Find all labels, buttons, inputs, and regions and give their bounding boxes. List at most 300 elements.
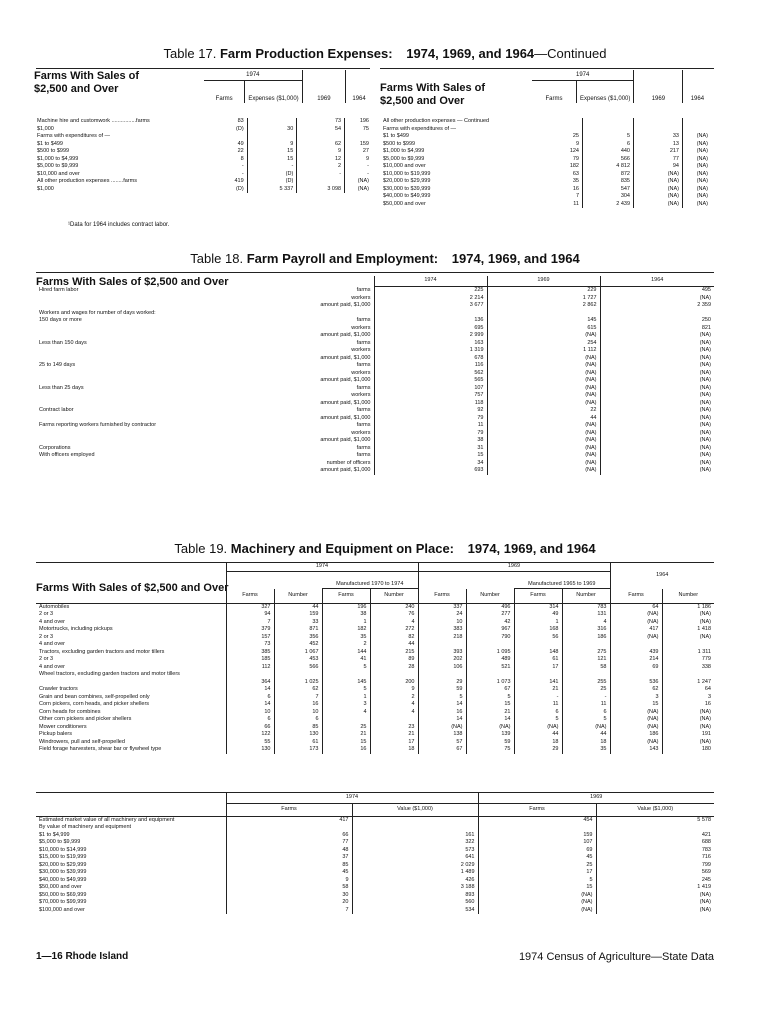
row-value: (NA) xyxy=(600,407,714,415)
row-value: (NA) xyxy=(610,634,662,642)
row-value: 5 xyxy=(562,716,610,724)
row-value: 11 xyxy=(562,701,610,709)
row-value: 338 xyxy=(662,664,714,672)
row-label: Farms with expenditures of — xyxy=(37,133,111,139)
row-value xyxy=(487,310,600,318)
table-row xyxy=(36,869,714,877)
row-value: 3 098 xyxy=(297,186,345,194)
row-value: 240 xyxy=(370,603,418,611)
row-value xyxy=(374,310,487,318)
table-17-left-colheads: 1974 Farms Expenses ($1,000) 1969 1964 xyxy=(204,70,372,103)
row-value: (NA) xyxy=(610,716,662,724)
row-value: (NA) xyxy=(600,400,714,408)
row-value: 79 xyxy=(572,155,579,162)
row-label: $10,000 to $14,999 xyxy=(39,846,87,853)
row-value: 217 xyxy=(634,148,683,156)
row-value: 16 xyxy=(418,709,466,717)
row-value: 33 xyxy=(274,619,322,627)
row-value: 10 xyxy=(418,619,466,627)
row-value: 2 xyxy=(370,694,418,702)
row-value: 83 xyxy=(237,118,244,124)
table-row xyxy=(34,163,372,171)
row-value: 15 xyxy=(610,701,662,709)
row-value: 1 025 xyxy=(274,679,322,687)
row-value: 63 xyxy=(572,170,579,177)
row-value: 790 xyxy=(466,634,514,642)
row-value xyxy=(352,824,478,832)
table-row xyxy=(36,370,714,378)
row-value: 131 xyxy=(562,611,610,619)
row-value: 56 xyxy=(514,634,562,642)
row-value: 49 xyxy=(514,611,562,619)
row-label: $1,000 xyxy=(37,125,54,132)
row-value: 200 xyxy=(370,679,418,687)
row-label: Field forage harvesters, shear bar or flywheel type xyxy=(39,746,162,752)
row-value: (NA) xyxy=(600,347,714,355)
row-value: 44 xyxy=(370,641,418,649)
row-label: Automobiles xyxy=(39,603,70,610)
row-value: 37 xyxy=(226,854,352,862)
table-18-stubhead: Farms With Sales of $2,500 and Over xyxy=(36,276,229,288)
table-row xyxy=(34,186,372,194)
row-value: (NA) xyxy=(487,385,600,393)
row-value: 159 xyxy=(274,611,322,619)
table-row xyxy=(380,141,711,149)
table-row xyxy=(36,422,714,430)
row-value: 73 xyxy=(297,118,345,126)
row-value: 143 xyxy=(610,746,662,754)
row-value: (NA) xyxy=(487,452,600,460)
row-unit: farms xyxy=(356,384,371,391)
table-17-right xyxy=(380,70,716,207)
row-value: 157 xyxy=(226,634,274,642)
row-value: 42 xyxy=(466,619,514,627)
row-value: 116 xyxy=(374,362,487,370)
table-row xyxy=(34,133,372,141)
footer-page-number: 1—16 Rhode Island xyxy=(36,951,129,962)
row-value: (NA) xyxy=(600,415,714,423)
row-value: 821 xyxy=(600,325,714,333)
row-value: (NA) xyxy=(487,362,600,370)
row-label: 4 and over xyxy=(39,663,65,670)
row-value: 185 xyxy=(226,656,274,664)
table-row xyxy=(36,899,714,907)
row-value: 440 xyxy=(583,148,634,156)
table-row xyxy=(380,193,711,201)
row-value: 1 095 xyxy=(466,649,514,657)
row-value: (NA) xyxy=(610,611,662,619)
row-label: $1 to $499 xyxy=(383,133,409,139)
table-17-left-stubhead: Farms With Sales of $2,500 and Over xyxy=(34,70,140,95)
row-value xyxy=(274,671,322,679)
row-value: - xyxy=(345,163,372,171)
table-row xyxy=(36,340,714,348)
table-row xyxy=(36,415,714,423)
row-value: (NA) xyxy=(683,171,712,179)
row-unit: workers xyxy=(351,324,371,331)
row-value xyxy=(634,126,683,134)
row-value: 327 xyxy=(226,603,274,611)
row-value: 615 xyxy=(487,325,600,333)
table-row xyxy=(36,731,714,739)
row-value: 385 xyxy=(226,649,274,657)
row-label: Corn pickers, corn heads, and picker shellers xyxy=(39,701,150,707)
row-value: 6 xyxy=(226,716,274,724)
row-value: 277 xyxy=(466,611,514,619)
row-value: 316 xyxy=(562,626,610,634)
row-label xyxy=(36,302,226,310)
row-value: 3 xyxy=(610,694,662,702)
row-value: 254 xyxy=(487,340,600,348)
row-value xyxy=(247,118,297,126)
column-header: Farms xyxy=(514,589,562,604)
row-value: (NA) xyxy=(600,385,714,393)
row-value: 27 xyxy=(345,148,372,156)
row-value: (NA) xyxy=(600,392,714,400)
row-label: $10,000 and over xyxy=(37,170,80,177)
row-value: 139 xyxy=(466,731,514,739)
row-value: 16 xyxy=(322,746,370,754)
row-value: 245 xyxy=(596,877,714,885)
row-value: 45 xyxy=(478,854,596,862)
table-17-right-colheads: 1974 Farms Expenses ($1,000) 1969 1964 xyxy=(532,70,711,103)
table-row xyxy=(36,671,714,679)
row-value: (NA) xyxy=(487,445,600,453)
table-row xyxy=(36,310,714,318)
row-value: (NA) xyxy=(487,400,600,408)
row-value: (NA) xyxy=(683,163,712,171)
row-value: (NA) xyxy=(487,377,600,385)
row-value: 118 xyxy=(374,400,487,408)
row-value: 6 xyxy=(514,709,562,717)
row-value: 5 xyxy=(583,133,634,141)
row-value: 495 xyxy=(600,287,714,295)
row-value: 6 xyxy=(562,709,610,717)
row-label: $40,000 to $49,999 xyxy=(383,193,431,199)
row-value: 182 xyxy=(569,163,579,169)
row-value xyxy=(322,716,370,724)
row-value: 38 xyxy=(374,437,487,445)
table-row xyxy=(34,126,372,134)
row-value: - xyxy=(562,694,610,702)
row-value: 2 359 xyxy=(600,302,714,310)
row-label: All other production expenses — Continued xyxy=(383,118,490,124)
row-value: 112 xyxy=(226,664,274,672)
table-row xyxy=(36,854,714,862)
row-value: (NA) xyxy=(600,332,714,340)
row-value xyxy=(297,133,345,141)
table-row xyxy=(36,877,714,885)
row-value: 1 xyxy=(322,619,370,627)
row-value: 6 xyxy=(274,716,322,724)
row-value: 1 112 xyxy=(487,347,600,355)
row-value: 1 xyxy=(322,694,370,702)
row-value: (NA) xyxy=(683,178,712,186)
row-value: 16 xyxy=(662,701,714,709)
row-value xyxy=(538,126,583,134)
row-value xyxy=(204,133,247,141)
row-value: 967 xyxy=(466,626,514,634)
row-label: 150 days or more xyxy=(39,317,82,323)
row-label: $1,000 xyxy=(37,185,54,192)
row-value: (NA) xyxy=(662,716,714,724)
row-value: 196 xyxy=(322,603,370,611)
table-18-title: Table 18. Farm Payroll and Employment: 1974, 1969, and 1964 xyxy=(190,251,580,266)
column-header: Number xyxy=(274,589,322,604)
row-value xyxy=(562,641,610,649)
row-value: (NA) xyxy=(600,295,714,303)
row-value: 872 xyxy=(583,171,634,179)
row-value: (NA) xyxy=(662,709,714,717)
row-value: 180 xyxy=(662,746,714,754)
row-label: $30,000 to $39,999 xyxy=(39,869,87,875)
table-row xyxy=(36,862,714,870)
row-label: $500 to $999 xyxy=(37,148,70,154)
row-value: 202 xyxy=(418,656,466,664)
row-value: 61 xyxy=(514,656,562,664)
row-value: 75 xyxy=(345,126,372,134)
row-unit: amount paid, $1,000 xyxy=(320,332,371,338)
table-row xyxy=(36,686,714,694)
row-value: (NA) xyxy=(634,186,683,194)
row-value: 383 xyxy=(418,626,466,634)
table-row xyxy=(36,611,714,619)
row-value xyxy=(634,118,683,126)
table-row xyxy=(36,641,714,649)
row-label: Less than 25 days xyxy=(39,384,84,391)
row-value: 779 xyxy=(662,656,714,664)
table-row xyxy=(380,201,711,209)
table-row xyxy=(36,437,714,445)
row-value: (NA) xyxy=(562,724,610,732)
row-value: 566 xyxy=(274,664,322,672)
row-value: 3 188 xyxy=(352,884,478,892)
row-value: 44 xyxy=(562,731,610,739)
row-label: Less than 150 days xyxy=(39,339,87,346)
row-value: 122 xyxy=(226,731,274,739)
table-row xyxy=(36,694,714,702)
column-header: Number xyxy=(466,589,514,604)
row-value: 452 xyxy=(274,641,322,649)
table-row xyxy=(380,156,711,164)
row-value: 30 xyxy=(226,892,352,900)
row-value: 9 xyxy=(247,141,297,149)
row-value: (NA) xyxy=(487,437,600,445)
row-value: 560 xyxy=(352,899,478,907)
row-label: $20,000 to $29,999 xyxy=(383,178,431,184)
row-unit: amount paid, $1,000 xyxy=(320,354,371,361)
row-value: 54 xyxy=(297,126,345,134)
row-value: - xyxy=(345,171,372,179)
row-value: 215 xyxy=(370,649,418,657)
row-label: Mower conditioners xyxy=(39,723,87,730)
row-value: 77 xyxy=(226,839,352,847)
row-label xyxy=(36,332,226,340)
row-value xyxy=(562,671,610,679)
row-value: 138 xyxy=(418,731,466,739)
row-value: 24 xyxy=(418,611,466,619)
table-row xyxy=(36,739,714,747)
row-value: 4 812 xyxy=(583,163,634,171)
table-row xyxy=(36,347,714,355)
row-value: (NA) xyxy=(683,148,712,156)
row-value: (NA) xyxy=(596,892,714,900)
row-value: 191 xyxy=(662,731,714,739)
row-value: 69 xyxy=(610,664,662,672)
row-value xyxy=(466,641,514,649)
table-row xyxy=(34,148,372,156)
table-19-values: 1974 1969 Farms Value ($1,000) Farms Value ($1,000) Estimated market value of all machinery and equipment 417 454 5 578 By value of machinery and equipment $1 to $4,999 66 161 159 421 $5,000 to $9,999 77 322 107 688 $10,000 to $14,999 48 573 69 783 $15,000 to $19,999 37 641 45 716 $20,000 to $29,999 85 2 029 25 799 $30,000 to $39,999 45 1 489 17 569 $40,000 to $49,999 9 426 5 245 $50,000 and over 58 3 188 15 1 419 $50,000 to $69,999 30 893 (NA) (NA) $70,000 to $99,999 20 560 (NA) (NA) $100,000 and over 7 534 (NA) (NA) xyxy=(36,792,714,914)
row-value: 678 xyxy=(374,355,487,363)
table-row xyxy=(380,171,711,179)
row-value: (NA) xyxy=(683,193,712,201)
row-label: $70,000 to $99,999 xyxy=(39,899,87,905)
row-value: 17 xyxy=(370,739,418,747)
row-value: 426 xyxy=(352,877,478,885)
row-value: (NA) xyxy=(345,178,372,186)
row-value: - xyxy=(297,171,345,179)
row-value: 9 xyxy=(370,686,418,694)
row-unit: amount paid, $1,000 xyxy=(320,437,371,443)
row-value: 641 xyxy=(352,854,478,862)
row-value: 141 xyxy=(514,679,562,687)
table-row xyxy=(36,325,714,333)
row-value: 67 xyxy=(466,686,514,694)
row-label: Corporations xyxy=(39,444,71,451)
table-row xyxy=(36,664,714,672)
row-label: Contract labor xyxy=(39,407,74,413)
row-unit: farms xyxy=(356,286,371,293)
footer-publication: 1974 Census of Agriculture—State Data xyxy=(518,951,714,963)
table-row xyxy=(36,679,714,687)
row-value: 799 xyxy=(596,862,714,870)
row-value: (NA) xyxy=(487,392,600,400)
row-value: (D) xyxy=(247,178,297,186)
row-value xyxy=(683,118,712,126)
row-value: 835 xyxy=(583,178,634,186)
t18-col-1964: 1964 xyxy=(600,276,714,287)
row-value: 159 xyxy=(478,832,596,840)
row-value: 356 xyxy=(274,634,322,642)
row-value: 2 xyxy=(322,641,370,649)
row-value: 454 xyxy=(478,816,596,824)
row-value: 5 xyxy=(418,694,466,702)
row-value: 41 xyxy=(322,656,370,664)
row-value: 67 xyxy=(418,746,466,754)
row-unit: farms xyxy=(356,339,371,346)
row-value: 77 xyxy=(634,156,683,164)
row-value: 337 xyxy=(418,603,466,611)
row-unit: workers xyxy=(351,429,371,436)
row-value: 25 xyxy=(478,862,596,870)
table-row xyxy=(36,467,714,475)
row-value: 34 xyxy=(374,460,487,468)
row-value: 10 xyxy=(226,709,274,717)
row-value: 45 xyxy=(226,869,352,877)
row-value: 2 xyxy=(297,163,345,171)
row-value: (NA) xyxy=(600,430,714,438)
row-value: 85 xyxy=(226,862,352,870)
table-row xyxy=(36,832,714,840)
row-value: 214 xyxy=(610,656,662,664)
row-value: 85 xyxy=(274,724,322,732)
row-value: 2 999 xyxy=(374,332,487,340)
row-value: 9 xyxy=(226,877,352,885)
table-row xyxy=(36,430,714,438)
row-value: 322 xyxy=(352,839,478,847)
table-row xyxy=(34,118,372,126)
row-value: 29 xyxy=(418,679,466,687)
row-value xyxy=(226,671,274,679)
row-value: 69 xyxy=(478,847,596,855)
row-value: 161 xyxy=(352,832,478,840)
row-value: 417 xyxy=(610,626,662,634)
row-value: 159 xyxy=(345,141,372,149)
row-unit: farms xyxy=(356,407,371,413)
table-row xyxy=(36,892,714,900)
row-value: 3 xyxy=(322,701,370,709)
row-unit: number of officers xyxy=(326,459,371,466)
row-value xyxy=(583,126,634,134)
table-row xyxy=(36,619,714,627)
row-value: 196 xyxy=(345,118,372,126)
row-value: 1 186 xyxy=(662,603,714,611)
row-value: 57 xyxy=(418,739,466,747)
row-value: 145 xyxy=(322,679,370,687)
row-value: 9 xyxy=(297,148,345,156)
row-value: 62 xyxy=(610,686,662,694)
row-value: 419 xyxy=(234,178,244,184)
row-value: 148 xyxy=(514,649,562,657)
row-value: 76 xyxy=(370,611,418,619)
row-value: (NA) xyxy=(487,430,600,438)
row-value: 716 xyxy=(596,854,714,862)
row-value: (NA) xyxy=(600,370,714,378)
table-row xyxy=(36,716,714,724)
row-value: 107 xyxy=(374,385,487,393)
row-value: (NA) xyxy=(634,193,683,201)
table-17 xyxy=(0,46,770,61)
row-value: 250 xyxy=(600,317,714,325)
row-value: 17 xyxy=(478,869,596,877)
row-value: - xyxy=(514,694,562,702)
table-row xyxy=(36,649,714,657)
row-label: $5,000 to $9,999 xyxy=(383,155,425,162)
row-label: $1,000 to $4,999 xyxy=(37,155,79,162)
row-value: 2 214 xyxy=(374,295,487,303)
row-value: (NA) xyxy=(600,445,714,453)
row-unit: farms xyxy=(356,362,371,368)
table-row xyxy=(36,400,714,408)
row-value: (NA) xyxy=(610,724,662,732)
table-19-title: Table 19. Machinery and Equipment on Place: 1974, 1969, and 1964 xyxy=(174,541,596,556)
row-value: 1 xyxy=(514,619,562,627)
row-label: $10,000 and over xyxy=(383,163,426,169)
row-value: 79 xyxy=(374,430,487,438)
column-header: Number xyxy=(562,589,610,604)
row-unit: workers xyxy=(351,294,371,301)
row-label: $30,000 to $39,999 xyxy=(383,185,431,192)
table-row xyxy=(34,141,372,149)
row-value xyxy=(538,118,583,126)
row-value: 73 xyxy=(226,641,274,649)
row-value: (NA) xyxy=(600,355,714,363)
row-label: Farms with expenditures of — xyxy=(383,125,457,132)
row-value: 4 xyxy=(370,701,418,709)
row-value: (NA) xyxy=(478,899,596,907)
row-label: Tractors, excluding garden tractors and motor tillers xyxy=(39,648,165,655)
row-value: 4 xyxy=(322,709,370,717)
